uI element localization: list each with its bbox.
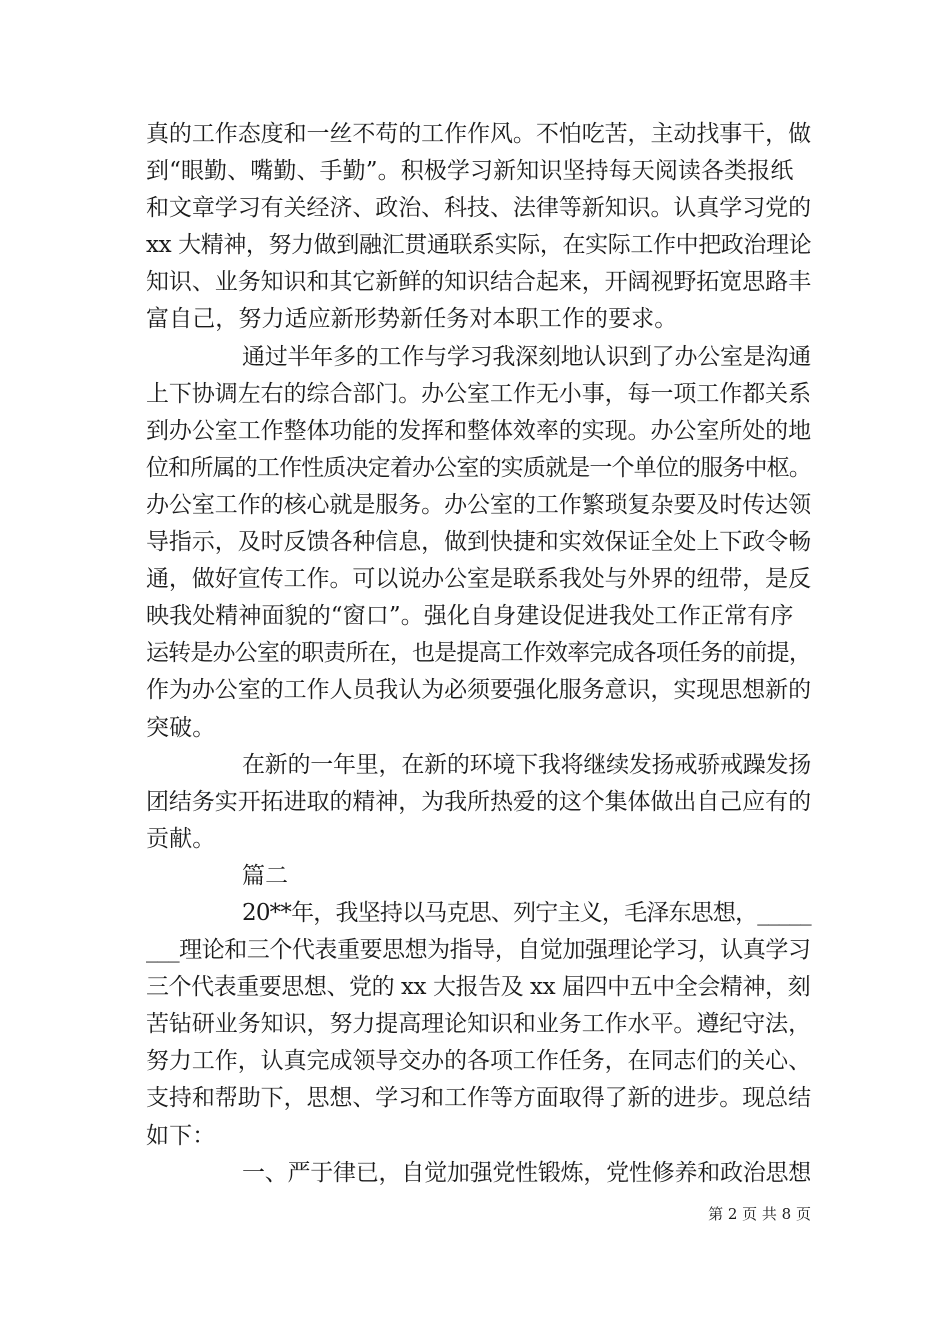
text-line: 支持和帮助下，思想、学习和工作等方面取得了新的进步。现总结 (146, 1085, 812, 1112)
text-line: 突破。 (146, 714, 216, 741)
text-line: 如下： (146, 1122, 216, 1149)
text-line: 映我处精神面貌的“窗口”。强化自身建设促进我处工作正常有序 (146, 603, 794, 630)
paragraph (146, 747, 814, 858)
text-line: ___理论和三个代表重要思想为指导，自觉加强理论学习，认真学习 (146, 937, 811, 964)
text-line: 苦钻研业务知识，努力提高理论知识和业务工作水平。遵纪守法， (146, 1011, 812, 1038)
paragraph (146, 116, 814, 339)
text-line: 运转是办公室的职责所在，也是提高工作效率完成各项任务的前提， (146, 640, 812, 667)
text-line: 作为办公室的工作人员我认为必须要强化服务意识，实现思想新的 (146, 677, 812, 704)
text-line: 上下协调左右的综合部门。办公室工作无小事，每一项工作都关系 (146, 380, 812, 407)
text-line: 导指示，及时反馈各种信息，做到快捷和实效保证全处上下政令畅 (146, 529, 812, 556)
paragraph (146, 858, 814, 895)
document-body (146, 116, 814, 1192)
paragraph (146, 1155, 814, 1192)
text-line: 知识、业务知识和其它新鲜的知识结合起来，开阔视野拓宽思路丰 (146, 269, 812, 296)
text-line: 通过半年多的工作与学习我深刻地认识到了办公室是沟通 (242, 343, 812, 370)
text-line: 通，做好宣传工作。可以说办公室是联系我处与外界的纽带，是反 (146, 566, 812, 593)
text-line: 到“眼勤、嘴勤、手勤”。积极学习新知识坚持每天阅读各类报纸 (146, 158, 794, 185)
text-line: 贡献。 (146, 825, 216, 852)
text-line: 努力工作，认真完成领导交办的各项工作任务，在同志们的关心、 (146, 1048, 812, 1075)
text-line: 到办公室工作整体功能的发挥和整体效率的实现。办公室所处的地 (146, 417, 812, 444)
text-line: xx 大精神，努力做到融汇贯通联系实际，在实际工作中把政治理论 (146, 232, 812, 259)
text-line: 20**年，我坚持以马克思、列宁主义，毛泽东思想，_____ (242, 899, 811, 926)
text-line: 真的工作态度和一丝不苟的工作作风。不怕吃苦，主动找事干，做 (146, 121, 812, 147)
text-line: 位和所属的工作性质决定着办公室的实质就是一个单位的服务中枢。 (146, 454, 812, 481)
page-number-footer: 第 2 页 共 8 页 (708, 1205, 811, 1223)
text-line: 团结务实开拓进取的精神，为我所热爱的这个集体做出自己应有的 (146, 788, 812, 815)
text-line: 篇二 (242, 862, 289, 889)
paragraph (146, 339, 814, 747)
text-line: 在新的一年里，在新的环境下我将继续发扬戒骄戒躁发扬 (242, 751, 812, 778)
text-line: 和文章学习有关经济、政治、科技、法律等新知识。认真学习党的 (146, 195, 812, 222)
text-line: 办公室工作的核心就是服务。办公室的工作繁琐复杂要及时传达领 (146, 491, 812, 518)
text-line: 富自己，努力适应新形势新任务对本职工作的要求。 (146, 306, 678, 333)
paragraph (146, 895, 814, 1155)
text-line: 一、严于律已，自觉加强党性锻炼，党性修养和政治思想 (242, 1159, 812, 1186)
text-line: 三个代表重要思想、党的 xx 大报告及 xx 届四中五中全会精神，刻 (146, 974, 811, 1001)
